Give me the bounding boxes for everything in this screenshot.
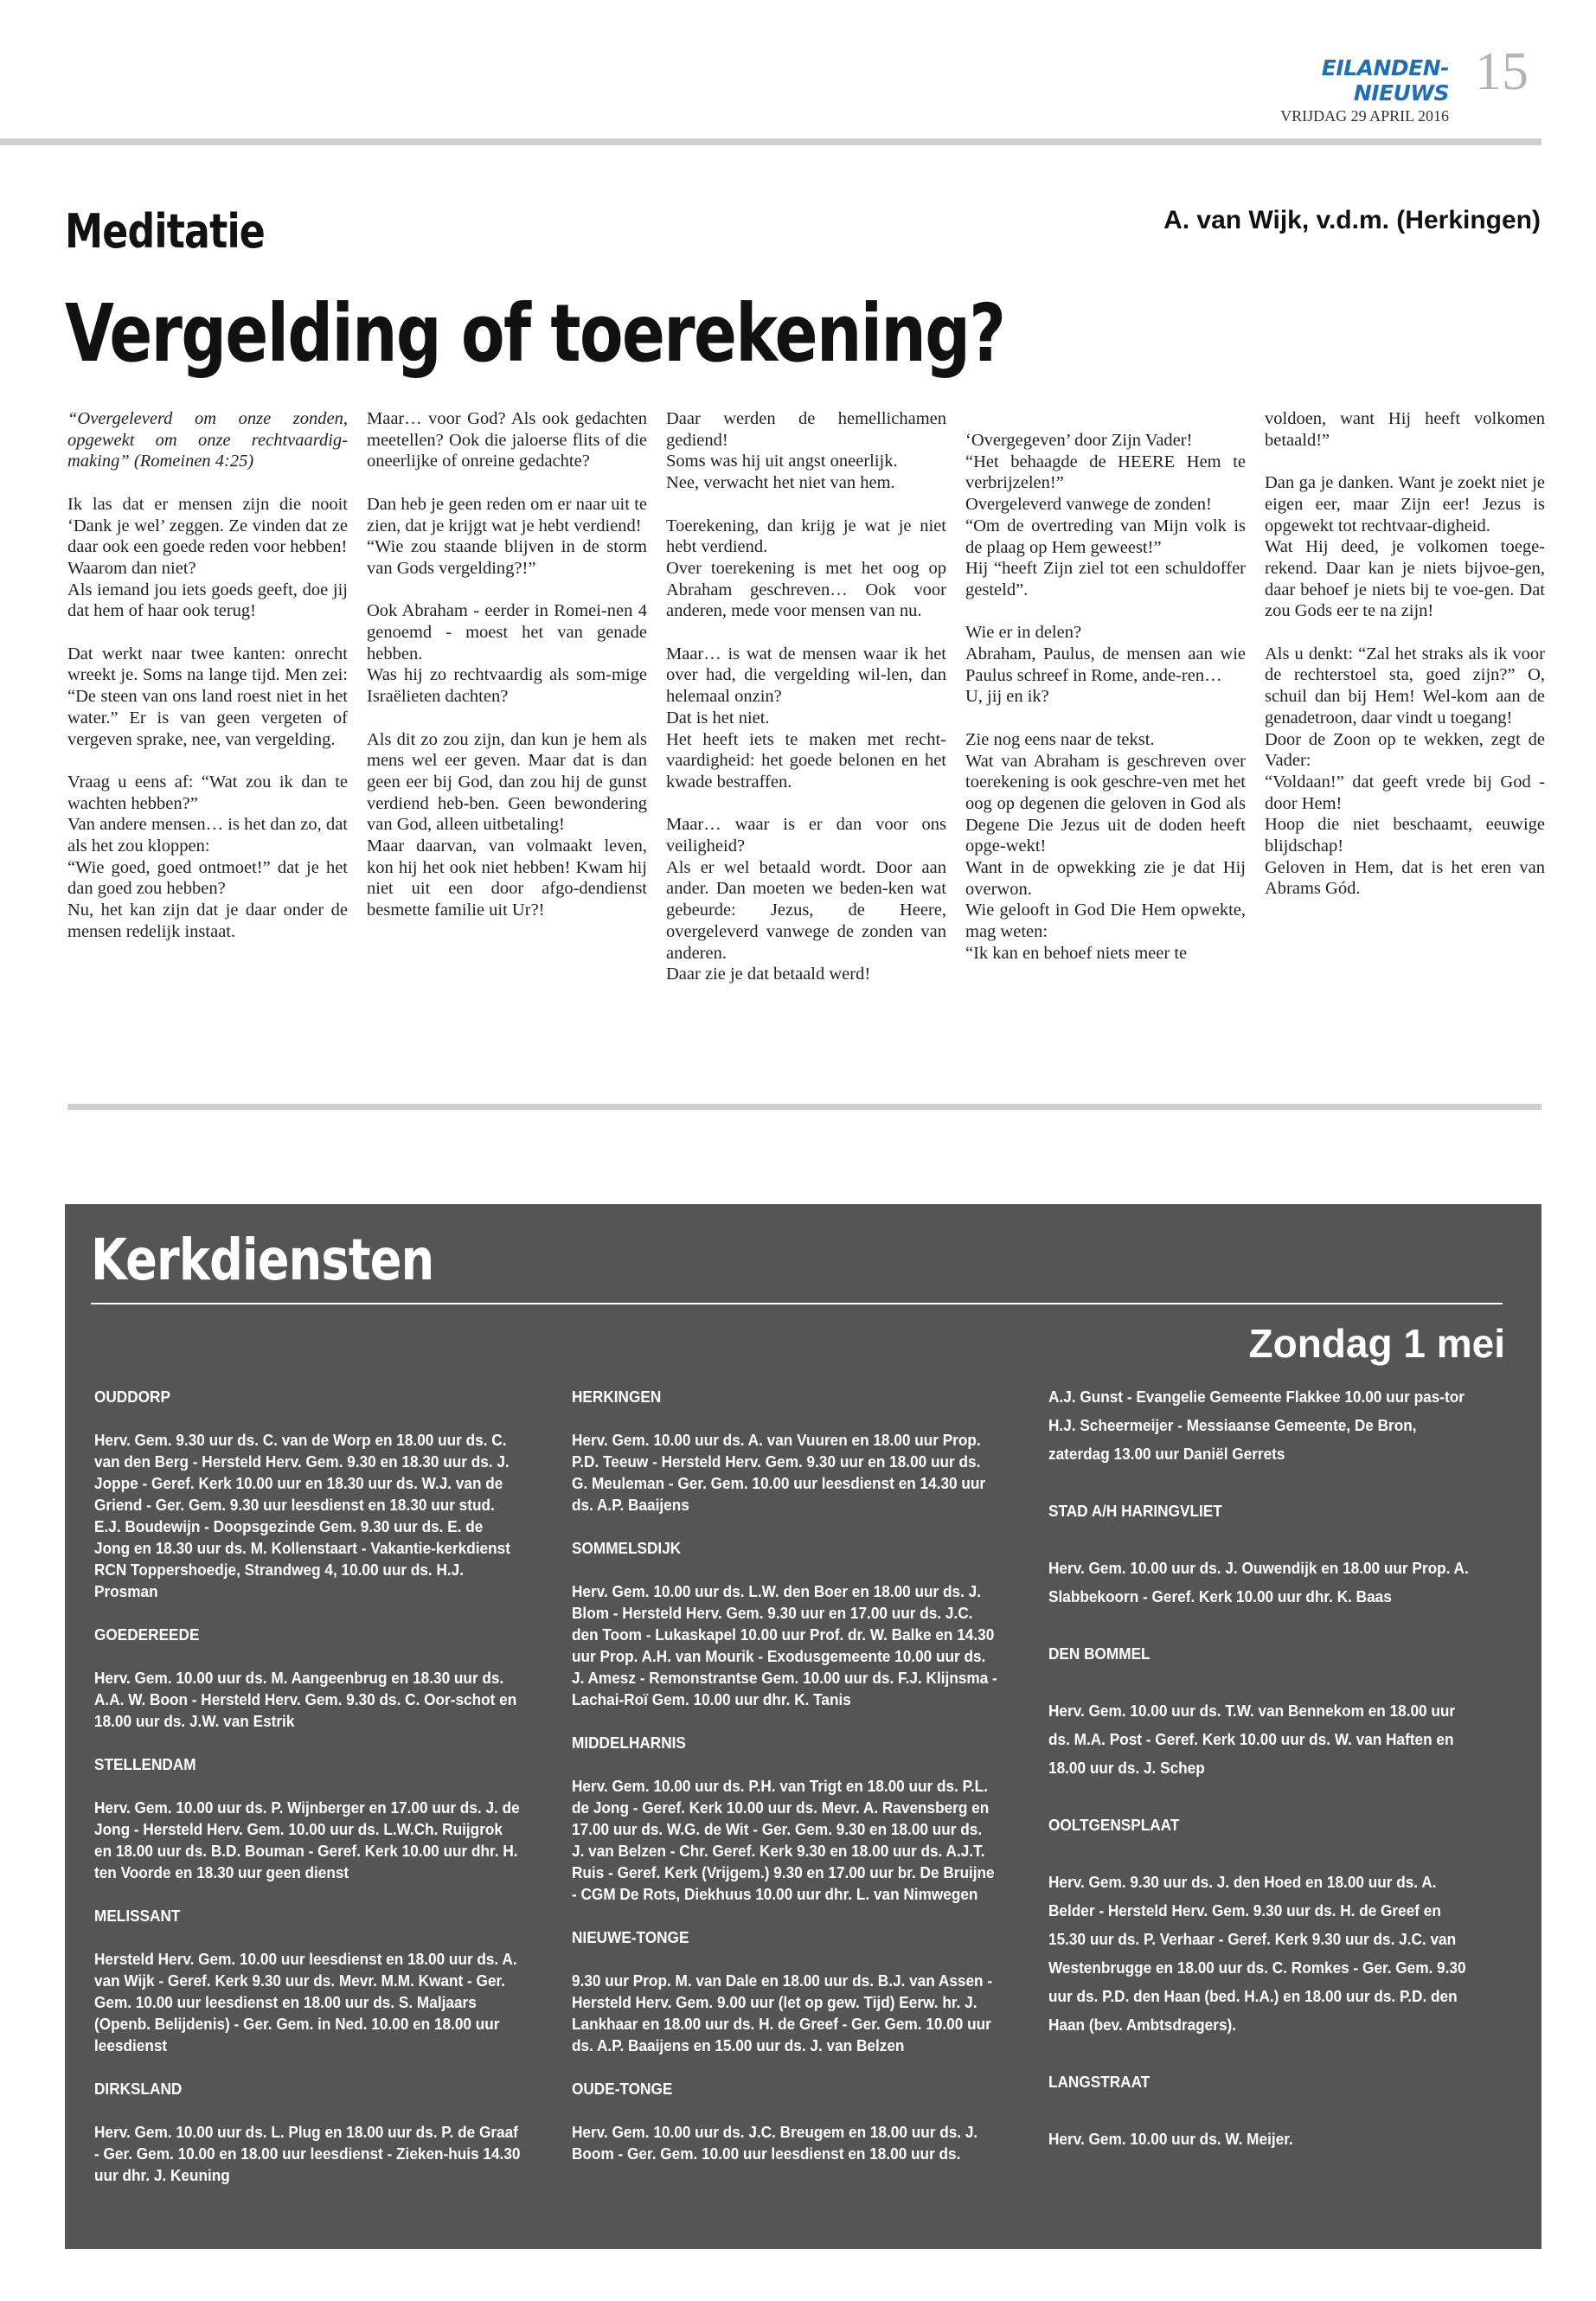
article-paragraph: Maar… waar is er dan voor ons veiligheid? Als er wel betaald wordt. Door aan ander. Dan moeten we beden-ken wat gebeurde: Jezus, de Heere, overgeleverd vanwege de zonden van anderen. Daar zie je dat betaald werd! bbox=[666, 815, 946, 984]
services-column-1 bbox=[94, 1386, 521, 2208]
section-title: Meditatie bbox=[65, 204, 266, 259]
service-listing: Herv. Gem. 10.00 uur ds. L. Plug en 18.00 uur ds. P. de Graaf - Ger. Gem. 10.00 en 18.00 uur leesdienst - Zieken-huis 14.30 uur dhr. J. Keuning bbox=[94, 2123, 521, 2184]
page-number: 15 bbox=[1475, 42, 1529, 101]
place-heading: LANGSTRAAT bbox=[1048, 2073, 1151, 2091]
service-date: Zondag 1 mei bbox=[1248, 1321, 1505, 1366]
place-heading: STELLENDAM bbox=[94, 1755, 196, 1773]
church-services-title: Kerkdiensten bbox=[91, 1227, 434, 1293]
article-paragraph: Ik las dat er mensen zijn die nooit ‘Dank je wel’ zeggen. Ze vinden dat ze daar ook een goede reden voor hebben! Waarom dan niet? Als iemand jou iets goeds geeft, doe jij dat hem of haar ook terug! bbox=[67, 494, 348, 621]
place-heading: OUDDORP bbox=[94, 1388, 170, 1406]
place-heading: MIDDELHARNIS bbox=[572, 1734, 686, 1752]
article-headline: Vergelding of toerekening? bbox=[65, 287, 1005, 380]
service-listing: Hersteld Herv. Gem. 10.00 uur leesdienst en 18.00 uur ds. A. van Wijk - Geref. Kerk 9.30 uur ds. Mevr. M.M. Kwant - Ger. Gem. 10.00 uur leesdienst en 18.00 uur ds. S. Maljaars (Openb. Belijdenis) - Ger. Gem. in Ned. 10.00 en 18.00 uur leesdienst bbox=[94, 1950, 517, 2054]
article-column-4 bbox=[965, 430, 1246, 985]
place-heading: OUDE-TONGE bbox=[572, 2080, 673, 2098]
article-paragraph: “Overgeleverd om onze zonden, opgewekt om onze rechtvaardig-making” (Romeinen 4:25) bbox=[67, 409, 348, 471]
article-paragraph: Zie nog eens naar de tekst. Wat van Abraham is geschreven over toerekening is ook geschre-ven met het oog op degenen die geloven in God als Degene Die Jezus uit de doden heeft opge-wekt! Want in de opwekking zie je dat Hij overwon. Wie gelooft in God Die Hem opwekte, mag weten: “Ik kan en behoef niets meer te bbox=[965, 729, 1246, 963]
section-divider bbox=[67, 1104, 1542, 1110]
service-listing: Herv. Gem. 10.00 uur ds. J. Ouwendijk en 18.00 uur Prop. A. Slabbekoorn - Geref. Kerk 10.00 uur dhr. K. Baas bbox=[1048, 1559, 1469, 1606]
place-heading: GOEDEREEDE bbox=[94, 1625, 200, 1644]
services-column-2 bbox=[572, 1386, 998, 2186]
service-listing: 9.30 uur Prop. M. van Dale en 18.00 uur ds. B.J. van Assen - Hersteld Herv. Gem. 9.00 uur (let op gew. Tijd) Eerw. hr. J. Lankhaar en 18.00 uur ds. H. de Greef - Ger. Gem. 10.00 uur ds. A.P. Baaijens en 15.00 uur ds. J. van Belzen bbox=[572, 1971, 993, 2054]
newspaper-logo: EILANDEN-NIEUWS bbox=[1321, 55, 1449, 106]
article-author: A. van Wijk, v.d.m. (Herkingen) bbox=[1163, 206, 1541, 234]
place-heading: MELISSANT bbox=[94, 1907, 181, 1925]
services-column-3 bbox=[1048, 1382, 1475, 2182]
article-paragraph: Als u denkt: “Zal het straks als ik voor de rechterstoel sta, goed zijn?” O, schuil dan bij Hem! Wel-kom aan de genadetroon, daar vindt u toegang! Door de Zoon op te wekken, zegt de Vader: “Voldaan!” dat geeft vrede bij God - door Hem! Hoop die niet beschaamt, eeuwige blijdschap! Geloven in Hem, dat is het eren van Abrams Gód. bbox=[1265, 644, 1545, 899]
header-divider bbox=[0, 138, 1542, 145]
place-heading: DEN BOMMEL bbox=[1048, 1644, 1151, 1663]
article-column-1 bbox=[67, 408, 348, 964]
article-paragraph: Dan heb je geen reden om er naar uit te zien, dat je krijgt wat je hebt verdiend! “Wie zou staande blijven in de storm van Gods vergelding?!” bbox=[367, 494, 647, 578]
article-paragraph: Dat werkt naar twee kanten: onrecht wreekt je. Soms na lange tijd. Men zei: “De steen van ons land roest niet in het water.” Er is van geen vergeten of vergeven sprake, nee, van vergelding. bbox=[67, 644, 348, 749]
article-paragraph: ‘Overgegeven’ door Zijn Vader! “Het behaagde de HEERE Hem te verbrijzelen!” Overgeleverd vanwege de zonden! “Om de overtreding van Mijn volk is de plaag op Hem geweest!” Hij “heeft Zijn ziel tot een schuldoffer gesteld”. bbox=[965, 431, 1246, 599]
service-listing: Herv. Gem. 10.00 uur ds. P.H. van Trigt en 18.00 uur ds. P.L. de Jong - Geref. Kerk 10.00 uur ds. Mevr. A. Ravensberg en 17.00 uur ds. W.G. de Wit - Ger. Gem. 9.30 en 18.00 uur ds. J. van Belzen - Chr. Geref. Kerk 9.30 en 18.00 uur ds. A.J.T. Ruis - Geref. Kerk (Vrijgem.) 9.30 en 17.00 uur br. De Bruijne - CGM De Rots, Diekhuus 10.00 uur dhr. L. van Nimwegen bbox=[572, 1777, 995, 1903]
article-paragraph: Maar… is wat de mensen waar ik het over had, die vergelding wil-len, dan helemaal onzin? Dat is het niet. Het heeft iets te maken met recht-vaardigheid: het goede belonen en het kwade bestraffen. bbox=[666, 644, 946, 792]
place-heading: OOLTGENSPLAAT bbox=[1048, 1816, 1180, 1834]
article-paragraph: Toerekening, dan krijg je wat je niet hebt verdiend. Over toerekening is met het oog op Abraham geschreven… Ook voor anderen, mede voor mensen van nu. bbox=[666, 516, 946, 621]
place-heading: DIRKSLAND bbox=[94, 2080, 183, 2098]
service-listing: Herv. Gem. 9.30 uur ds. C. van de Worp en 18.00 uur ds. C. van den Berg - Hersteld Herv. Gem. 9.30 en 18.30 uur ds. J. Joppe - Geref. Kerk 10.00 uur en 18.30 uur ds. W.J. van de Griend - Ger. Gem. 9.30 uur leesdienst en 18.30 uur stud. E.J. Boudewijn - Doopsgezinde Gem. 9.30 uur ds. E. de Jong en 18.30 uur ds. M. Kollenstaart - Vakantie-kerkdienst RCN Toppershoedje, Strandweg 4, 10.00 uur ds. H.J. Prosman bbox=[94, 1431, 510, 1600]
service-listing: Herv. Gem. 10.00 uur ds. P. Wijnberger en 17.00 uur ds. J. de Jong - Hersteld Herv. Gem. 10.00 uur ds. L.W.Ch. Ruijgrok en 18.00 uur ds. B.D. Bouman - Geref. Kerk 10.00 uur dhr. H. ten Voorde en 18.30 uur geen dienst bbox=[94, 1798, 520, 1881]
article-paragraph: Als dit zo zou zijn, dan kun je hem als mens wel eer geven. Maar dat is dan geen eer bij God, dan zou hij de gunst verdiend heb-ben. Geen bewondering van God, alleen uitbetaling! Maar daarvan, van volmaakt leven, kon hij het ook niet hebben! Kwam hij niet uit een door afgo-dendienst besmette familie uit Ur?! bbox=[367, 729, 647, 920]
service-listing: Herv. Gem. 9.30 uur ds. J. den Hoed en 18.00 uur ds. A. Belder - Hersteld Herv. Gem. 9.30 uur ds. H. de Greef en 15.30 uur ds. P. Verhaar - Geref. Kerk 9.30 uur ds. J.C. van Westenbrugge en 18.00 uur ds. C. Romkes - Ger. Gem. 9.30 uur ds. P.D. den Haan (bed. H.A.) en 18.00 uur ds. P.D. den Haan (bev. Ambtsdragers). bbox=[1048, 1873, 1466, 2034]
article-column-2 bbox=[367, 408, 647, 943]
place-heading: STAD A/H HARINGVLIET bbox=[1048, 1502, 1222, 1520]
service-listing: Herv. Gem. 10.00 uur ds. L.W. den Boer en 18.00 uur ds. J. Blom - Hersteld Herv. Gem. 9.30 uur en 17.00 uur ds. J.C. den Toom - Lukaskapel 10.00 uur Prof. dr. W. Balke en 14.30 uur Prop. A.H. van Mourik - Exodusgemeente 10.00 uur ds. J. Amesz - Remonstrantse Gem. 10.00 uur ds. F.J. Klijnsma - Lachai-Roï Gem. 10.00 uur dhr. K. Tanis bbox=[572, 1582, 997, 1708]
article-paragraph: Vraag u eens af: “Wat zou ik dan te wachten hebben?” Van andere mensen… is het dan zo, dat als het zou kloppen: “Wie goed, goed ontmoet!” dat je het dan goed zou hebben? Nu, het kan zijn dat je daar onder de mensen redelijk instaat. bbox=[67, 772, 348, 941]
place-heading: NIEUWE-TONGE bbox=[572, 1928, 689, 1946]
article-paragraph: Maar… voor God? Als ook gedachten meetellen? Ook die jaloerse flits of die oneerlijke of onreine gedachte? bbox=[367, 409, 647, 471]
service-listing: Herv. Gem. 10.00 uur ds. T.W. van Bennekom en 18.00 uur ds. M.A. Post - Geref. Kerk 10.00 uur ds. W. van Haften en 18.00 uur ds. J. Schep bbox=[1048, 1702, 1456, 1777]
issue-date: VRIJDAG 29 APRIL 2016 bbox=[1280, 107, 1449, 125]
article-paragraph: voldoen, want Hij heeft volkomen betaald!” bbox=[1265, 409, 1545, 450]
church-services-box bbox=[65, 1204, 1542, 2249]
service-listing: Herv. Gem. 10.00 uur ds. A. van Vuuren en 18.00 uur Prop. P.D. Teeuw - Hersteld Herv. Gem. 9.30 uur en 18.00 uur ds. G. Meuleman - Ger. Gem. 10.00 uur leesdienst en 14.30 uur ds. A.P. Baaijens bbox=[572, 1431, 986, 1514]
article-column-3 bbox=[666, 408, 946, 1007]
masthead bbox=[1259, 55, 1449, 125]
service-listing: Herv. Gem. 10.00 uur ds. M. Aangeenbrug en 18.30 uur ds. A.A. W. Boon - Hersteld Herv. Gem. 9.30 ds. C. Oor-schot en 18.00 uur ds. J.W. van Estrik bbox=[94, 1669, 517, 1730]
place-heading: SOMMELSDIJK bbox=[572, 1539, 682, 1557]
article-paragraph: Wie er in delen? Abraham, Paulus, de mensen aan wie Paulus schreef in Rome, ande-ren… U, jij en ik? bbox=[965, 623, 1246, 707]
church-title-rule bbox=[91, 1303, 1503, 1304]
place-heading: HERKINGEN bbox=[572, 1388, 662, 1406]
article-paragraph: Dan ga je danken. Want je zoekt niet je eigen eer, maar Zijn eer! Jezus is opgewekt tot rechtvaar-digheid. Wat Hij deed, je volkomen toege-rekend. Daar kan je niets bijvoe-gen, daar behoef je niets bij te voe-gen. Dat zou Gods eer te na zijn! bbox=[1265, 473, 1545, 621]
service-listing: A.J. Gunst - Evangelie Gemeente Flakkee 10.00 uur pas-tor H.J. Scheermeijer - Messiaanse Gemeente, De Bron, zaterdag 13.00 uur Daniël Gerrets bbox=[1048, 1388, 1465, 1463]
article-paragraph: Daar werden de hemellichamen gediend! Soms was hij uit angst oneerlijk. Nee, verwacht het niet van hem. bbox=[666, 409, 946, 493]
service-listing: Herv. Gem. 10.00 uur ds. J.C. Breugem en 18.00 uur ds. J. Boom - Ger. Gem. 10.00 uur leesdienst en 18.00 uur ds. bbox=[572, 2123, 978, 2163]
article-paragraph: Ook Abraham - eerder in Romei-nen 4 genoemd - moest het van genade hebben. Was hij zo rechtvaardig als som-mige Israëlieten dachten? bbox=[367, 601, 647, 707]
article-column-5 bbox=[1265, 408, 1545, 921]
service-listing: Herv. Gem. 10.00 uur ds. W. Meijer. bbox=[1048, 2130, 1293, 2148]
